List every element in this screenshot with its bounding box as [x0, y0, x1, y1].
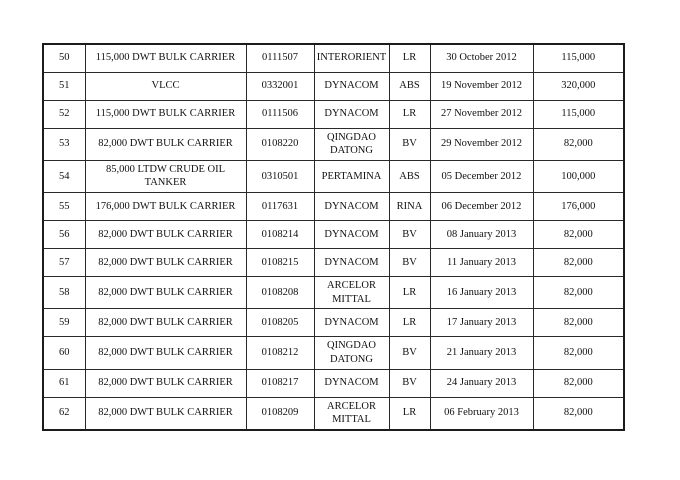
cell-vessel-type: 82,000 DWT BULK CARRIER — [85, 249, 246, 277]
cell-date: 05 December 2012 — [430, 160, 533, 192]
cell-class-society: BV — [389, 128, 430, 160]
table-row — [43, 128, 624, 160]
cell-vessel-type: 85,000 LTDW CRUDE OIL TANKER — [85, 160, 246, 192]
cell-date: 21 January 2013 — [430, 337, 533, 369]
cell-vessel-type: 82,000 DWT BULK CARRIER — [85, 221, 246, 249]
cell-date: 06 December 2012 — [430, 193, 533, 221]
cell-vessel-type: 82,000 DWT BULK CARRIER — [85, 309, 246, 337]
cell-row-number: 58 — [43, 277, 85, 309]
vessel-table-body — [43, 44, 624, 430]
cell-vessel-type: 115,000 DWT BULK CARRIER — [85, 100, 246, 128]
cell-class-society: LR — [389, 309, 430, 337]
cell-dwt: 82,000 — [533, 309, 624, 337]
cell-date: 30 October 2012 — [430, 44, 533, 72]
table-row — [43, 249, 624, 277]
table-row — [43, 100, 624, 128]
cell-class-society: BV — [389, 337, 430, 369]
cell-owner: QINGDAO DATONG — [314, 337, 389, 369]
table-row — [43, 337, 624, 369]
cell-row-number: 59 — [43, 309, 85, 337]
cell-owner: DYNACOM — [314, 221, 389, 249]
cell-dwt: 82,000 — [533, 221, 624, 249]
cell-vessel-type: 82,000 DWT BULK CARRIER — [85, 337, 246, 369]
cell-hull-number: 0108217 — [246, 369, 314, 397]
cell-row-number: 56 — [43, 221, 85, 249]
cell-vessel-type: 115,000 DWT BULK CARRIER — [85, 44, 246, 72]
cell-hull-number: 0111507 — [246, 44, 314, 72]
cell-hull-number: 0108220 — [246, 128, 314, 160]
cell-dwt: 82,000 — [533, 128, 624, 160]
cell-date: 29 November 2012 — [430, 128, 533, 160]
cell-class-society: LR — [389, 397, 430, 430]
cell-vessel-type: 82,000 DWT BULK CARRIER — [85, 277, 246, 309]
table-row — [43, 397, 624, 430]
cell-row-number: 54 — [43, 160, 85, 192]
cell-hull-number: 0108215 — [246, 249, 314, 277]
cell-class-society: ABS — [389, 72, 430, 100]
cell-row-number: 57 — [43, 249, 85, 277]
cell-hull-number: 0108214 — [246, 221, 314, 249]
cell-class-society: BV — [389, 369, 430, 397]
cell-date: 06 February 2013 — [430, 397, 533, 430]
cell-vessel-type: 82,000 DWT BULK CARRIER — [85, 128, 246, 160]
cell-vessel-type: 82,000 DWT BULK CARRIER — [85, 369, 246, 397]
cell-dwt: 115,000 — [533, 44, 624, 72]
cell-hull-number: 0108205 — [246, 309, 314, 337]
cell-row-number: 52 — [43, 100, 85, 128]
cell-vessel-type: VLCC — [85, 72, 246, 100]
cell-owner: DYNACOM — [314, 309, 389, 337]
cell-owner: QINGDAO DATONG — [314, 128, 389, 160]
cell-class-society: LR — [389, 44, 430, 72]
cell-class-society: BV — [389, 249, 430, 277]
table-row — [43, 160, 624, 192]
cell-date: 11 January 2013 — [430, 249, 533, 277]
table-row — [43, 369, 624, 397]
cell-owner: INTERORIENT — [314, 44, 389, 72]
cell-hull-number: 0111506 — [246, 100, 314, 128]
cell-date: 24 January 2013 — [430, 369, 533, 397]
table-row — [43, 44, 624, 72]
cell-row-number: 51 — [43, 72, 85, 100]
cell-dwt: 82,000 — [533, 369, 624, 397]
cell-dwt: 82,000 — [533, 249, 624, 277]
cell-dwt: 115,000 — [533, 100, 624, 128]
cell-dwt: 82,000 — [533, 337, 624, 369]
table-row — [43, 221, 624, 249]
table-row — [43, 72, 624, 100]
cell-owner: DYNACOM — [314, 100, 389, 128]
cell-hull-number: 0332001 — [246, 72, 314, 100]
cell-class-society: BV — [389, 221, 430, 249]
cell-dwt: 100,000 — [533, 160, 624, 192]
cell-hull-number: 0108212 — [246, 337, 314, 369]
cell-owner: DYNACOM — [314, 72, 389, 100]
cell-hull-number: 0117631 — [246, 193, 314, 221]
cell-date: 16 January 2013 — [430, 277, 533, 309]
cell-class-society: LR — [389, 277, 430, 309]
cell-date: 08 January 2013 — [430, 221, 533, 249]
vessel-delivery-table — [42, 43, 625, 431]
cell-owner: DYNACOM — [314, 249, 389, 277]
cell-dwt: 82,000 — [533, 277, 624, 309]
cell-dwt: 82,000 — [533, 397, 624, 430]
cell-hull-number: 0108208 — [246, 277, 314, 309]
cell-vessel-type: 82,000 DWT BULK CARRIER — [85, 397, 246, 430]
cell-row-number: 60 — [43, 337, 85, 369]
cell-class-society: ABS — [389, 160, 430, 192]
cell-vessel-type: 176,000 DWT BULK CARRIER — [85, 193, 246, 221]
cell-class-society: RINA — [389, 193, 430, 221]
cell-row-number: 55 — [43, 193, 85, 221]
cell-row-number: 53 — [43, 128, 85, 160]
cell-row-number: 50 — [43, 44, 85, 72]
cell-date: 19 November 2012 — [430, 72, 533, 100]
table-row — [43, 277, 624, 309]
cell-date: 27 November 2012 — [430, 100, 533, 128]
cell-row-number: 62 — [43, 397, 85, 430]
cell-date: 17 January 2013 — [430, 309, 533, 337]
cell-owner: ARCELOR MITTAL — [314, 277, 389, 309]
cell-row-number: 61 — [43, 369, 85, 397]
cell-hull-number: 0310501 — [246, 160, 314, 192]
cell-owner: DYNACOM — [314, 193, 389, 221]
cell-owner: DYNACOM — [314, 369, 389, 397]
cell-dwt: 320,000 — [533, 72, 624, 100]
cell-class-society: LR — [389, 100, 430, 128]
cell-owner: PERTAMINA — [314, 160, 389, 192]
cell-owner: ARCELOR MITTAL — [314, 397, 389, 430]
cell-dwt: 176,000 — [533, 193, 624, 221]
table-row — [43, 193, 624, 221]
table-row — [43, 309, 624, 337]
cell-hull-number: 0108209 — [246, 397, 314, 430]
